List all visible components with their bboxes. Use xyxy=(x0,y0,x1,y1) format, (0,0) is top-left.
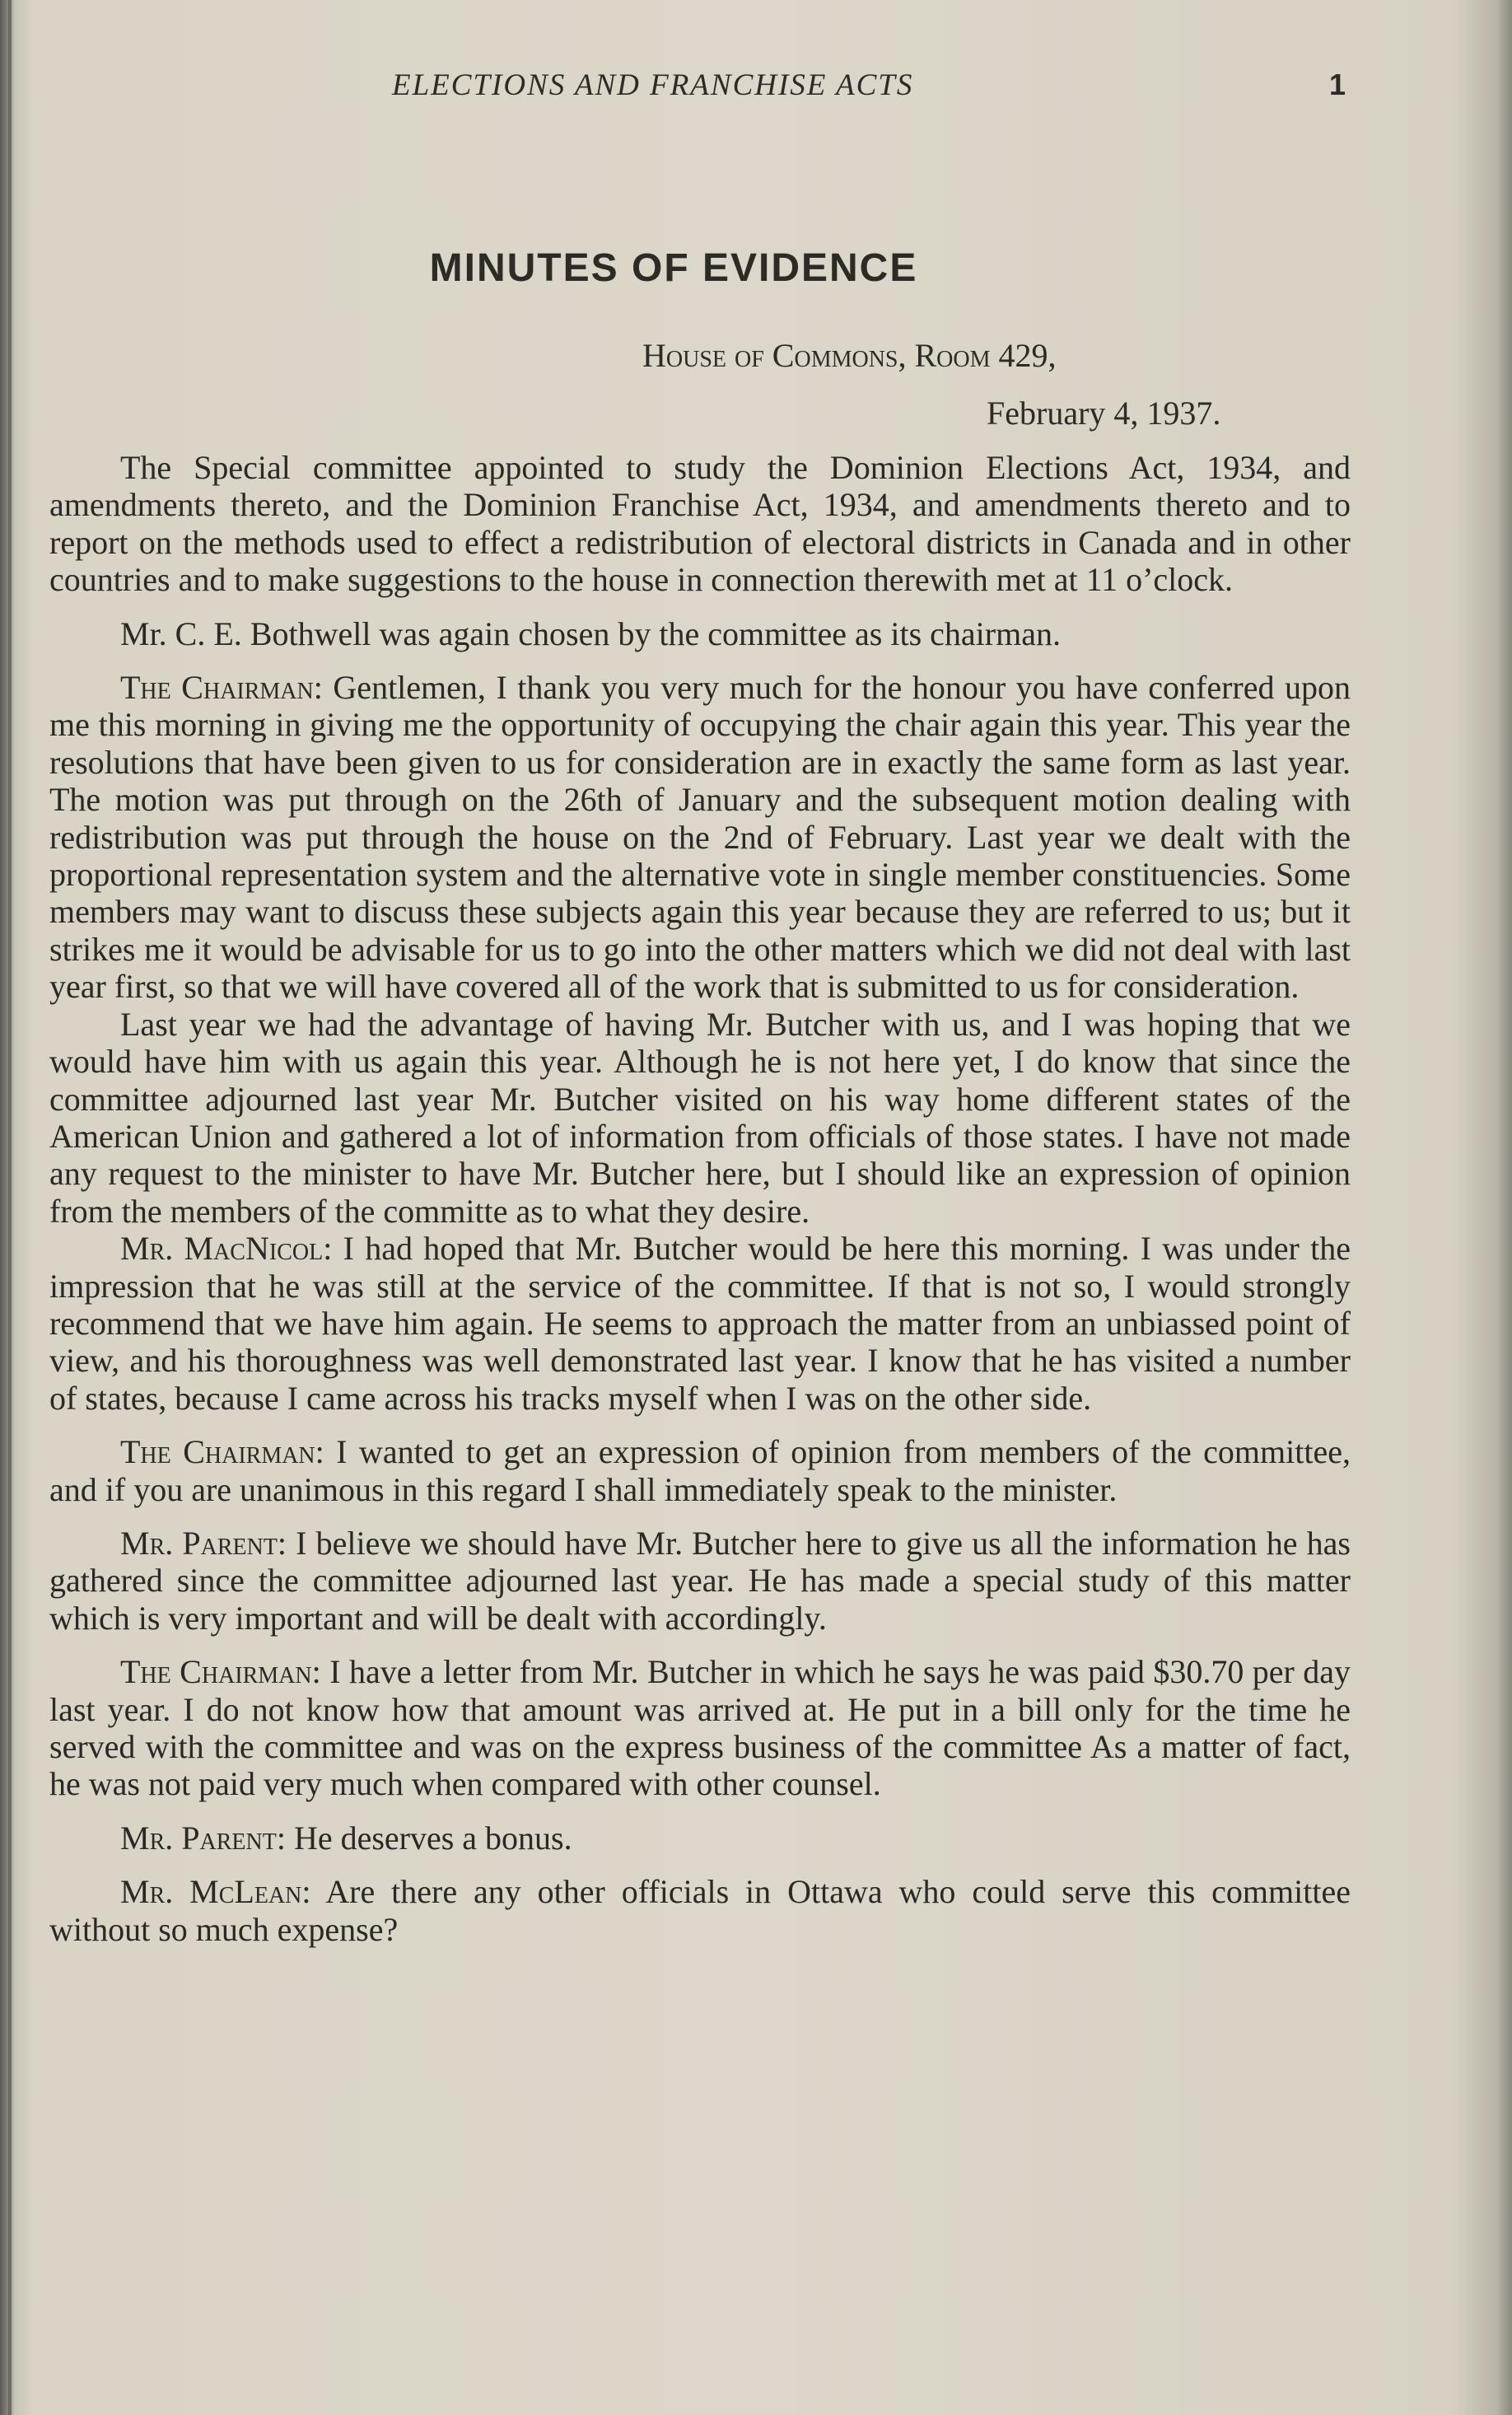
running-head-title: ELECTIONS AND FRANCHISE ACTS xyxy=(392,68,914,102)
paragraph xyxy=(49,669,1351,1006)
paragraph xyxy=(49,1653,1351,1803)
speaker-label: Mr. Parent: xyxy=(120,1524,287,1562)
paragraph-text: I had hoped that Mr. Butcher would be here this morning. I was under the impression that he was still at the service of the committee. If that is not so, I would strongly recommend that we have him again. He seems to approach the matter from an unbiassed point of view, and his thoroughness was well demonstrated last year. I know that he has visited a number of states, because I came across his tracks myself when I was on the other side. xyxy=(49,1230,1351,1417)
paragraph-text: Mr. C. E. Bothwell was again chosen by the committee as its chairman. xyxy=(120,614,1061,652)
paragraph-text: He deserves a bonus. xyxy=(293,1819,572,1857)
speaker-label: The Chairman: xyxy=(120,1433,324,1471)
section-heading-text: MINUTES OF EVIDENCE xyxy=(429,246,918,290)
paragraph xyxy=(49,1873,1351,1948)
paragraph-text: The Special committee appointed to study the Dominion Elections Act, 1934, and amendments thereto, and the Dominion Franchise Act, 1934, and amendments thereto and to report on the methods used to effect a redistribution of electoral districts in Canada and in other countries and to make suggestions to the house in connection therewith met at 11 o’clock. xyxy=(49,449,1351,599)
paragraph-text: I have a letter from Mr. Butcher in which he says he was paid $30.70 per day last year. I do not know how that amount was arrived at. He put in a bill only for the time he served with the committee and was on the express business of the committee As a matter of fact, he was not paid very much when compared with other counsel. xyxy=(49,1653,1351,1803)
running-head xyxy=(0,68,1512,109)
binding-gutter xyxy=(8,0,12,2415)
paragraph-text: Last year we had the advantage of having Mr. Butcher with us, and I was hoping that we would have him with us again this year. Although he is not here yet, I do know that since the committee adjourned last year Mr. Butcher visited on his way home different states of the American Union and gathered a lot of information from officials of those states. I have not made any request to the minister to have Mr. Butcher here, but I should like an expression of opinion from the members of the committe as to what they desire. xyxy=(49,1005,1351,1230)
dateline-date: February 4, 1937. xyxy=(987,395,1221,432)
dateline-place: House of Commons, Room 429, xyxy=(642,337,1057,374)
paragraph xyxy=(49,1230,1351,1417)
paragraph xyxy=(49,1525,1351,1637)
paragraph xyxy=(49,1433,1351,1508)
paragraph-text: I believe we should have Mr. Butcher here to give us all the information he has gathered since the committee adjourned last year. He has made a special study of this matter which is very important and will be dealt with accordingly. xyxy=(49,1524,1351,1637)
speaker-label: The Chairman: xyxy=(120,1653,321,1691)
section-heading xyxy=(0,245,1512,291)
speaker-label: The Chairman: xyxy=(120,669,323,707)
speaker-label: Mr. MacNicol: xyxy=(120,1230,333,1268)
paragraph xyxy=(49,1006,1351,1230)
paragraph-text: Gentlemen, I thank you very much for the honour you have conferred upon me this morning in giving me the opportunity of occupying the chair again this year. This year the resolutions that have been given to us for consideration are in exactly the same form as last year. The motion was put through on the 26th of January and the subsequent motion dealing with redistribution was put through the house on the 2nd of February. Last year we dealt with the proportional representation system and the alternative vote in single member constituencies. Some members may want to discuss these subjects again this year because they are referred to us; but it strikes me it would be advisable for us to go into the other matters which we did not deal with last year first, so that we will have covered all of the work that is submitted to us for consideration. xyxy=(49,669,1351,1006)
paragraph-text: Are there any other officials in Ottawa who could serve this committee without so much expense? xyxy=(49,1873,1351,1948)
speaker-label: Mr. Parent: xyxy=(120,1819,286,1857)
paragraph-text: I wanted to get an expression of opinion from members of the committee, and if you are unanimous in this regard I shall immediately speak to the minister. xyxy=(49,1433,1351,1508)
speaker-label: Mr. McLean: xyxy=(120,1873,311,1911)
page-number: 1 xyxy=(1329,68,1346,101)
paragraph xyxy=(49,1819,1351,1857)
paragraph xyxy=(49,615,1351,652)
paragraph xyxy=(49,449,1351,599)
minutes-body xyxy=(49,449,1351,1948)
